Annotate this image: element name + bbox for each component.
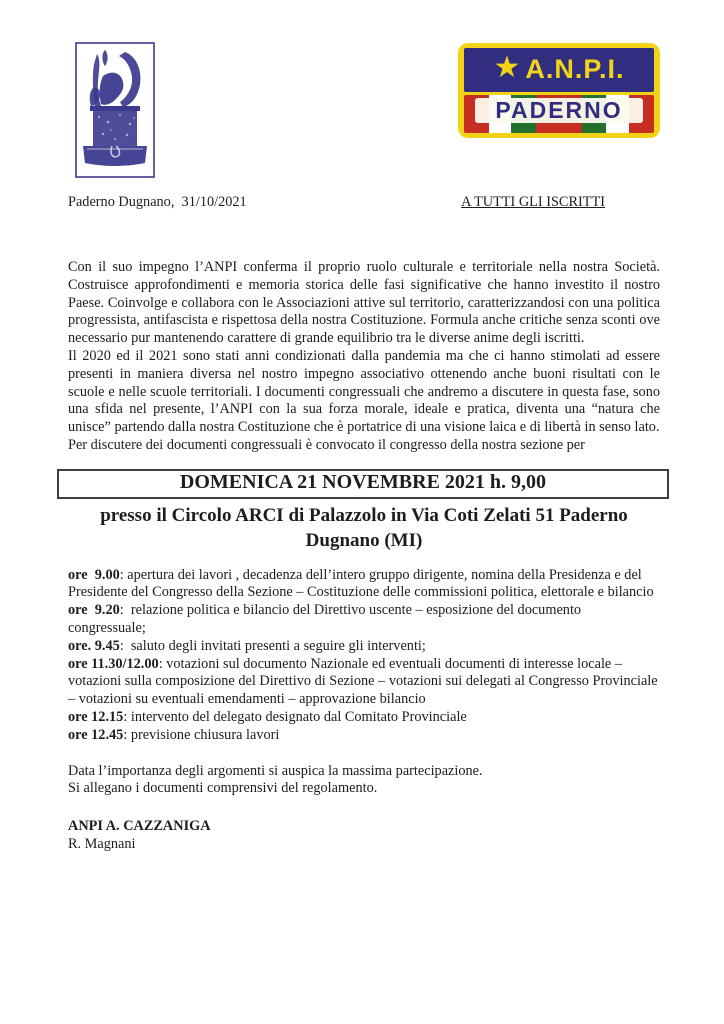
closing-line-2: Si allegano i documenti comprensivi del regolamento. — [68, 780, 378, 797]
anpi-section-name: PADERNO — [495, 96, 623, 123]
agenda-time: ore 12.15 — [68, 708, 124, 725]
star-icon: ★ — [493, 50, 521, 86]
agenda-text: : relazione politica e bilancio del Direttivo uscente – esposizione del documento congressuale; — [68, 602, 585, 636]
place-date: Paderno Dugnano, 31/10/2021 — [68, 194, 247, 210]
agenda-time: ore 9.20 — [68, 602, 120, 619]
convocation-line: Per discutere dei documenti congressuali è convocato il congresso della nostra sezione per — [68, 436, 585, 453]
paragraph-intro: Con il suo impegno l’ANPI conferma il proprio ruolo culturale e territoriale nella nostra Società. Costruisce approfondimenti e memoria storica delle fasi significative che hanno investito il nostro Paese. Coinvolge e collabora con le Associazioni attive sul territorio, caratterizzandosi con una politica progressista, antifascista e rispettosa della nostra Costituzione. Formula anche critiche senza sconti ove necessario pur mantenendo carattere di grande equilibrio tra le diverse anime degli iscritti. — [68, 259, 660, 347]
closing-line-1: Data l’importanza degli argomenti si auspica la massima partecipazione. — [68, 762, 483, 779]
agenda-time: ore 9.00 — [68, 566, 120, 583]
agenda-time: ore 11.30/12.00 — [68, 655, 159, 672]
anpi-logo-flag-band — [464, 95, 654, 133]
agenda-text: : saluto degli invitati presenti a seguire gli interventi; — [119, 637, 426, 654]
agenda-text: : apertura dei lavori , decadenza dell’intero gruppo dirigente, nomina della Presidenza e del Presidente del Congresso della Sezione – Costituzione delle commissioni politica, elettorale e bilancio — [68, 566, 654, 601]
agenda-text: : previsione chiusura lavori — [123, 726, 280, 743]
anpi-acronym: A.N.P.I. — [525, 54, 625, 85]
letter-body — [68, 259, 660, 854]
event-date-heading: DOMENICA 21 NOVEMBRE 2021 h. 9,00 — [179, 470, 547, 493]
agenda-time: ore 12.45 — [68, 726, 124, 743]
agenda-time: ore. 9.45 — [68, 637, 120, 654]
anpi-section-band — [475, 98, 642, 122]
agenda-item — [68, 602, 660, 638]
event-venue — [68, 503, 660, 553]
event-date-box — [57, 469, 669, 499]
signature-org: ANPI A. CAZZANIGA — [68, 818, 211, 835]
agenda-item — [68, 709, 660, 727]
agenda-text: : votazioni sul documento Nazionale ed eventuali documenti di interesse locale – votazioni sulla composizione del Direttivo di Sezione – votazioni sui delegati al Congresso Provinciale – votazioni su eventuali emendamenti – approvazione bilancio — [68, 655, 662, 708]
anpi-logo — [458, 43, 660, 138]
closing-block — [68, 763, 660, 799]
agenda-item — [68, 656, 660, 709]
recipient-line: A TUTTI GLI ISCRITTI — [461, 194, 605, 210]
agenda-list — [68, 567, 660, 745]
agenda-text: : intervento del delegato designato dal Comitato Provinciale — [123, 708, 467, 725]
signature-block — [68, 818, 660, 854]
paragraph-pandemic: Il 2020 ed il 2021 sono stati anni condizionati dalla pandemia ma che ci hanno stimolati ad essere presenti in maniera diversa nel nostro impegno associativo ottenendo anche buoni risultati con le scuole e nelle scuole territoriali. I documenti congressuali che andremo a discutere in questa fase, sono una sfida nel presente, l’ANPI con la sua forza morale, ideale e pratica, diventa una “natura che unisce” partendo dalla nostra Costituzione che è portatrice di una visione laica e di libertà in senso lato. — [68, 347, 660, 436]
agenda-item — [68, 567, 660, 603]
date-row — [68, 194, 605, 211]
signature-name: R. Magnani — [68, 835, 136, 852]
venue-line-1: presso il Circolo ARCI di Palazzolo in Via Coti Zelati 51 Paderno — [100, 504, 628, 526]
agenda-item — [68, 727, 660, 745]
agenda-item — [68, 638, 660, 656]
venue-line-2: Dugnano (MI) — [305, 529, 423, 551]
anpi-logo-top-band — [464, 48, 654, 92]
monument-icon — [75, 42, 155, 178]
monument-logo — [75, 42, 155, 178]
